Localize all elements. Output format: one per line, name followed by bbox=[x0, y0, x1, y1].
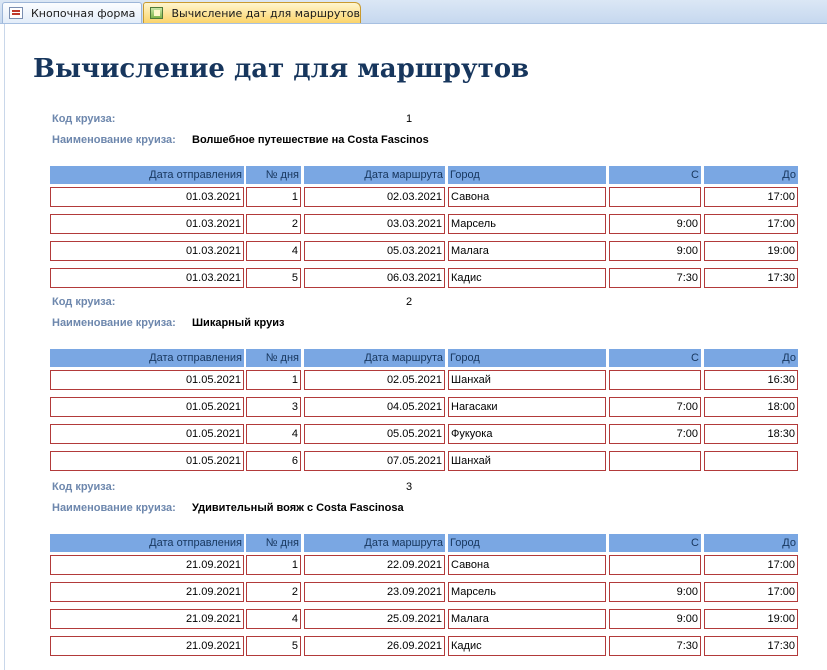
cell-time-from: 9:00 bbox=[609, 582, 701, 602]
column-header-time-from: С bbox=[609, 349, 701, 367]
cell-time-from: 9:00 bbox=[609, 214, 701, 234]
column-header-departure-date: Дата отправления bbox=[50, 349, 244, 367]
cell-time-from: 9:00 bbox=[609, 609, 701, 629]
column-header-time-to: До bbox=[704, 166, 798, 184]
cell-city: Кадис bbox=[448, 268, 606, 288]
cell-route-date: 07.05.2021 bbox=[304, 451, 445, 471]
cruise-name-value: Волшебное путешествие на Costa Fascinos bbox=[192, 134, 429, 146]
cruise-id-label: Код круиза: bbox=[52, 113, 116, 125]
column-header-route-date: Дата маршрута bbox=[304, 349, 445, 367]
cell-time-from bbox=[609, 451, 701, 471]
cell-departure-date: 01.03.2021 bbox=[50, 241, 244, 261]
cell-day-number: 2 bbox=[246, 582, 301, 602]
cruise-name-label: Наименование круиза: bbox=[52, 317, 176, 329]
cell-time-to: 17:30 bbox=[704, 268, 798, 288]
cell-day-number: 2 bbox=[246, 214, 301, 234]
cell-time-from: 7:30 bbox=[609, 268, 701, 288]
cell-time-to: 17:00 bbox=[704, 187, 798, 207]
cell-route-date: 25.09.2021 bbox=[304, 609, 445, 629]
cell-day-number: 6 bbox=[246, 451, 301, 471]
column-header-route-date: Дата маршрута bbox=[304, 534, 445, 552]
cell-route-date: 23.09.2021 bbox=[304, 582, 445, 602]
cell-route-date: 04.05.2021 bbox=[304, 397, 445, 417]
cell-departure-date: 21.09.2021 bbox=[50, 609, 244, 629]
cell-time-from: 7:00 bbox=[609, 424, 701, 444]
cell-route-date: 06.03.2021 bbox=[304, 268, 445, 288]
cell-route-date: 03.03.2021 bbox=[304, 214, 445, 234]
cell-city: Савона bbox=[448, 187, 606, 207]
cruise-name-value: Удивительный вояж с Costa Fascinosa bbox=[192, 502, 404, 514]
cell-day-number: 1 bbox=[246, 187, 301, 207]
cruise-name-value: Шикарный круиз bbox=[192, 317, 285, 329]
cell-city: Фукуока bbox=[448, 424, 606, 444]
cell-day-number: 4 bbox=[246, 241, 301, 261]
cell-route-date: 22.09.2021 bbox=[304, 555, 445, 575]
cell-city: Савона bbox=[448, 555, 606, 575]
cruise-id-value: 3 bbox=[406, 481, 413, 493]
cell-time-from bbox=[609, 555, 701, 575]
cell-time-to: 17:30 bbox=[704, 636, 798, 656]
cell-city: Марсель bbox=[448, 582, 606, 602]
cell-time-from bbox=[609, 370, 701, 390]
cell-time-to: 16:30 bbox=[704, 370, 798, 390]
cruise-id-value: 1 bbox=[406, 113, 413, 125]
column-header-city: Город bbox=[448, 166, 606, 184]
cell-time-from bbox=[609, 187, 701, 207]
report-icon bbox=[150, 7, 163, 19]
column-header-time-from: С bbox=[609, 166, 701, 184]
column-header-city: Город bbox=[448, 349, 606, 367]
cruise-id-value: 2 bbox=[406, 296, 413, 308]
column-header-departure-date: Дата отправления bbox=[50, 166, 244, 184]
cell-departure-date: 01.05.2021 bbox=[50, 424, 244, 444]
cell-city: Малага bbox=[448, 609, 606, 629]
cell-departure-date: 01.03.2021 bbox=[50, 214, 244, 234]
cell-city: Малага bbox=[448, 241, 606, 261]
form-icon bbox=[9, 7, 23, 19]
cell-time-to: 19:00 bbox=[704, 241, 798, 261]
cell-time-to: 17:00 bbox=[704, 555, 798, 575]
cell-departure-date: 01.05.2021 bbox=[50, 451, 244, 471]
column-header-departure-date: Дата отправления bbox=[50, 534, 244, 552]
cell-time-to: 17:00 bbox=[704, 214, 798, 234]
cell-time-to: 18:00 bbox=[704, 397, 798, 417]
cruise-name-label: Наименование круиза: bbox=[52, 134, 176, 146]
cell-day-number: 5 bbox=[246, 268, 301, 288]
document-tab-bar bbox=[0, 0, 827, 24]
tab-route-dates-report[interactable] bbox=[143, 2, 361, 23]
cell-day-number: 4 bbox=[246, 609, 301, 629]
column-header-time-from: С bbox=[609, 534, 701, 552]
cell-route-date: 26.09.2021 bbox=[304, 636, 445, 656]
cell-city: Нагасаки bbox=[448, 397, 606, 417]
column-header-day-number: № дня bbox=[246, 166, 301, 184]
cell-departure-date: 01.03.2021 bbox=[50, 187, 244, 207]
report-title: Вычисление дат для маршрутов bbox=[33, 54, 530, 84]
cell-time-from: 9:00 bbox=[609, 241, 701, 261]
cell-route-date: 02.03.2021 bbox=[304, 187, 445, 207]
cell-day-number: 4 bbox=[246, 424, 301, 444]
cell-city: Шанхай bbox=[448, 370, 606, 390]
cell-departure-date: 01.05.2021 bbox=[50, 397, 244, 417]
cruise-id-label: Код круиза: bbox=[52, 296, 116, 308]
cell-city: Кадис bbox=[448, 636, 606, 656]
tab-label: Кнопочная форма bbox=[31, 6, 136, 20]
cell-day-number: 1 bbox=[246, 555, 301, 575]
cell-departure-date: 01.05.2021 bbox=[50, 370, 244, 390]
cell-day-number: 5 bbox=[246, 636, 301, 656]
cell-route-date: 02.05.2021 bbox=[304, 370, 445, 390]
column-header-route-date: Дата маршрута bbox=[304, 166, 445, 184]
column-header-day-number: № дня bbox=[246, 534, 301, 552]
cell-departure-date: 01.03.2021 bbox=[50, 268, 244, 288]
cell-time-from: 7:30 bbox=[609, 636, 701, 656]
column-header-day-number: № дня bbox=[246, 349, 301, 367]
cell-time-to: 18:30 bbox=[704, 424, 798, 444]
column-header-time-to: До bbox=[704, 349, 798, 367]
cell-city: Марсель bbox=[448, 214, 606, 234]
cell-departure-date: 21.09.2021 bbox=[50, 555, 244, 575]
cell-day-number: 3 bbox=[246, 397, 301, 417]
cruise-name-label: Наименование круиза: bbox=[52, 502, 176, 514]
cell-departure-date: 21.09.2021 bbox=[50, 636, 244, 656]
cell-route-date: 05.03.2021 bbox=[304, 241, 445, 261]
tab-switchboard-form[interactable] bbox=[2, 2, 142, 23]
column-header-time-to: До bbox=[704, 534, 798, 552]
cell-route-date: 05.05.2021 bbox=[304, 424, 445, 444]
cell-departure-date: 21.09.2021 bbox=[50, 582, 244, 602]
cell-time-from: 7:00 bbox=[609, 397, 701, 417]
cell-day-number: 1 bbox=[246, 370, 301, 390]
cell-time-to: 19:00 bbox=[704, 609, 798, 629]
cell-time-to bbox=[704, 451, 798, 471]
tab-label: Вычисление дат для маршрутов bbox=[171, 6, 360, 20]
cell-time-to: 17:00 bbox=[704, 582, 798, 602]
column-header-city: Город bbox=[448, 534, 606, 552]
cruise-id-label: Код круиза: bbox=[52, 481, 116, 493]
cell-city: Шанхай bbox=[448, 451, 606, 471]
